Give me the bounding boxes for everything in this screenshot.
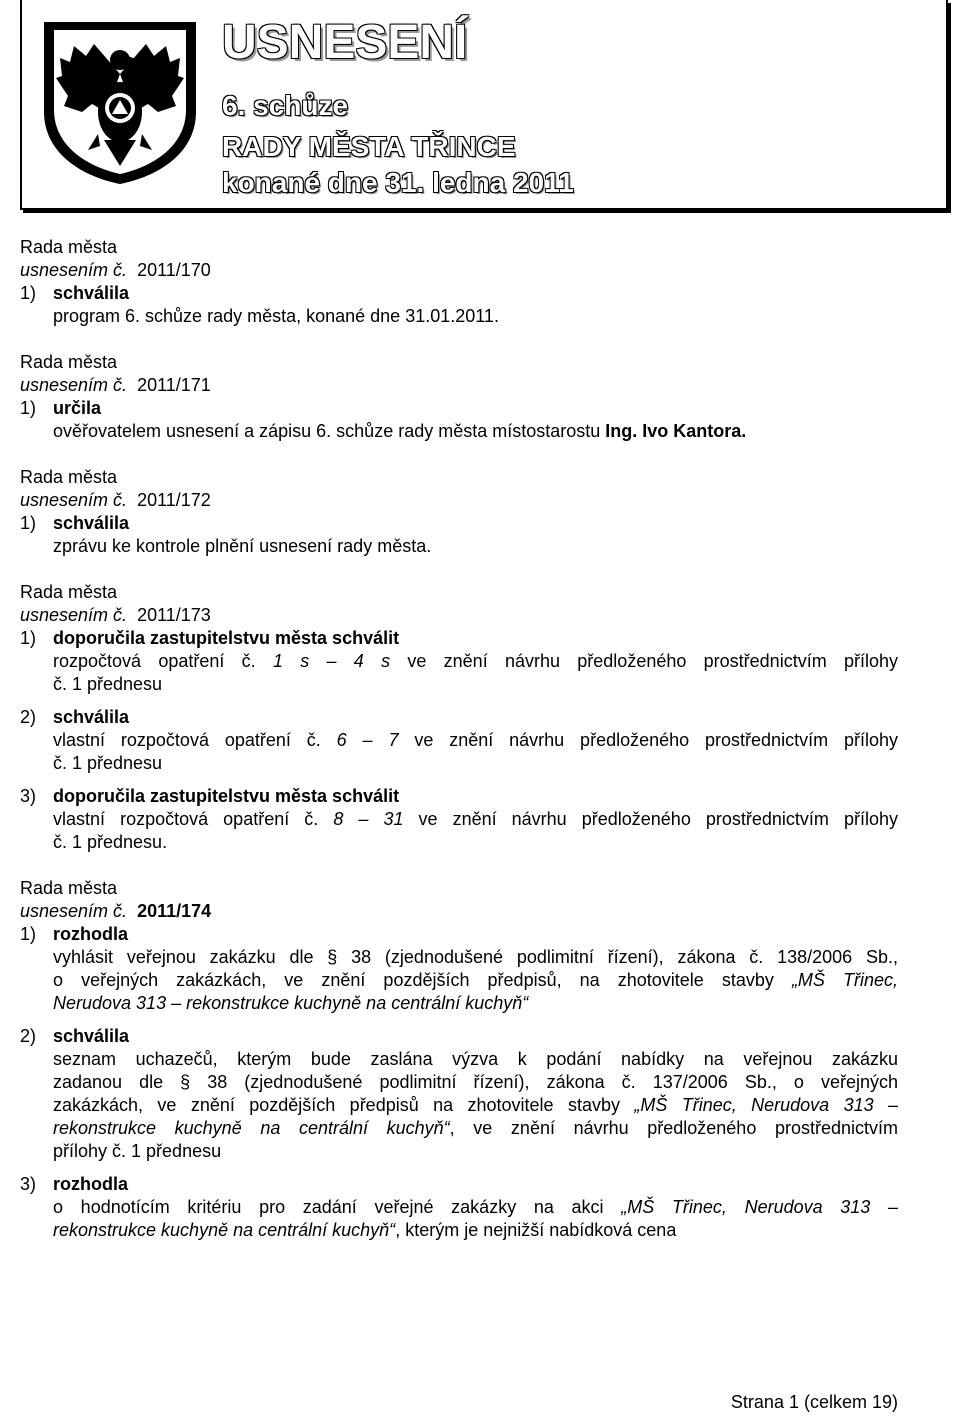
item-action: schválila <box>53 283 130 303</box>
session-number: 6. schůze <box>222 90 349 121</box>
resolution-number-line <box>20 489 898 512</box>
item-text: ověřovatelem usnesení a zápisu 6. schůze rady města místostarostu Ing. Ivo Kantora. <box>53 421 747 441</box>
council-name: RADY MĚSTA TŘINCE <box>222 131 516 162</box>
item-heading: 1) rozhodla <box>20 924 128 944</box>
item-text: vyhlásit veřejnou zakázku dle § 38 (zjednodušené podlimitní řízení), zákona č. 138/2006 Sb., o veřejných zakázkách, ve znění pozdějších předpisů, na zhotovitele stavby „MŠ Třinec, Nerudova 313 – rekonstrukce kuchyně na centrální kuchyň“ <box>53 947 899 1013</box>
resolution-number-line <box>20 604 898 627</box>
resolution-block <box>20 877 898 1242</box>
resolution-label: usnesením č. <box>20 490 128 510</box>
resolution-number: 2011/174 <box>137 901 212 921</box>
document-title: USNESENÍ <box>222 16 468 69</box>
page-number: Strana 1 (celkem 19) <box>730 1392 898 1412</box>
resolution-number-line <box>20 374 898 397</box>
item-text: vlastní rozpočtová opatření č. 8 – 31 ve znění návrhu předloženého prostřednictvím přílohy č. 1 přednesu. <box>53 809 898 852</box>
item-heading: 3) doporučila zastupitelstvu města schválit <box>20 786 400 806</box>
item-heading: 1) schválila <box>20 513 130 533</box>
resolution-label: usnesením č. <box>20 260 128 280</box>
item-action: doporučila zastupitelstvu města schválit <box>53 786 400 806</box>
item-heading: 1) doporučila zastupitelstvu města schválit <box>20 628 400 648</box>
item-text: zprávu ke kontrole plnění usnesení rady města. <box>53 536 432 556</box>
resolution-number-line <box>20 900 898 923</box>
item-text: o hodnotícím kritériu pro zadání veřejné zakázky na akci „MŠ Třinec, Nerudova 313 – rekonstrukce kuchyně na centrální kuchyň“, kterým je nejnižší nabídková cena <box>53 1197 898 1240</box>
council-label: Rada města <box>20 237 118 257</box>
item-action: rozhodla <box>53 1174 128 1194</box>
session-date: konané dne 31. ledna 2011 <box>222 167 574 198</box>
item-heading: 3) rozhodla <box>20 1174 128 1194</box>
item-action: schválila <box>53 513 130 533</box>
item-action: doporučila zastupitelstvu města schválit <box>53 628 400 648</box>
item-heading: 1) schválila <box>20 283 130 303</box>
resolution-number: 2011/171 <box>137 375 211 395</box>
document-header <box>20 0 948 210</box>
item-heading: 1) určila <box>20 398 102 418</box>
council-label: Rada města <box>20 878 118 898</box>
resolution-number: 2011/173 <box>137 605 211 625</box>
resolution-label: usnesením č. <box>20 605 128 625</box>
item-text: program 6. schůze rady města, konané dne 31.01.2011. <box>53 306 499 326</box>
item-text: rozpočtová opatření č. 1 s – 4 s ve znění návrhu předloženého prostřednictvím přílohy č. 1 přednesu <box>53 651 898 694</box>
council-label: Rada města <box>20 582 118 602</box>
resolution-block <box>20 236 898 328</box>
verifier-name: Ing. Ivo Kantora. <box>605 421 747 441</box>
item-action: schválila <box>53 1026 130 1046</box>
resolution-label: usnesením č. <box>20 901 128 921</box>
council-label: Rada města <box>20 467 118 487</box>
resolution-number-line <box>20 259 898 282</box>
item-action: rozhodla <box>53 924 128 944</box>
resolution-label: usnesením č. <box>20 375 128 395</box>
resolutions-list <box>20 236 898 1265</box>
resolution-block <box>20 581 898 854</box>
city-coat-of-arms-eagle-icon <box>34 16 206 188</box>
resolution-number: 2011/170 <box>137 260 211 280</box>
item-action: určila <box>53 398 102 418</box>
council-label: Rada města <box>20 352 118 372</box>
resolution-block <box>20 351 898 443</box>
item-action: schválila <box>53 707 130 727</box>
item-heading: 2) schválila <box>20 707 130 727</box>
resolution-number: 2011/172 <box>137 490 211 510</box>
item-text: vlastní rozpočtová opatření č. 6 – 7 ve znění návrhu předloženého prostřednictvím přílohy č. 1 přednesu <box>53 730 898 773</box>
item-heading: 2) schválila <box>20 1026 130 1046</box>
resolution-block <box>20 466 898 558</box>
item-text: seznam uchazečů, kterým bude zaslána výzva k podání nabídky na veřejnou zakázku zadanou dle § 38 (zjednodušené podlimitní řízení), zákona č. 137/2006 Sb., o veřejných zakázkách, ve znění pozdějších předpisů na zhotovitele stavby „MŠ Třinec, Nerudova 313 – rekonstrukce kuchyně na centrální kuchyň“, ve znění návrhu předloženého prostřednictvím přílohy č. 1 přednesu <box>53 1049 898 1161</box>
